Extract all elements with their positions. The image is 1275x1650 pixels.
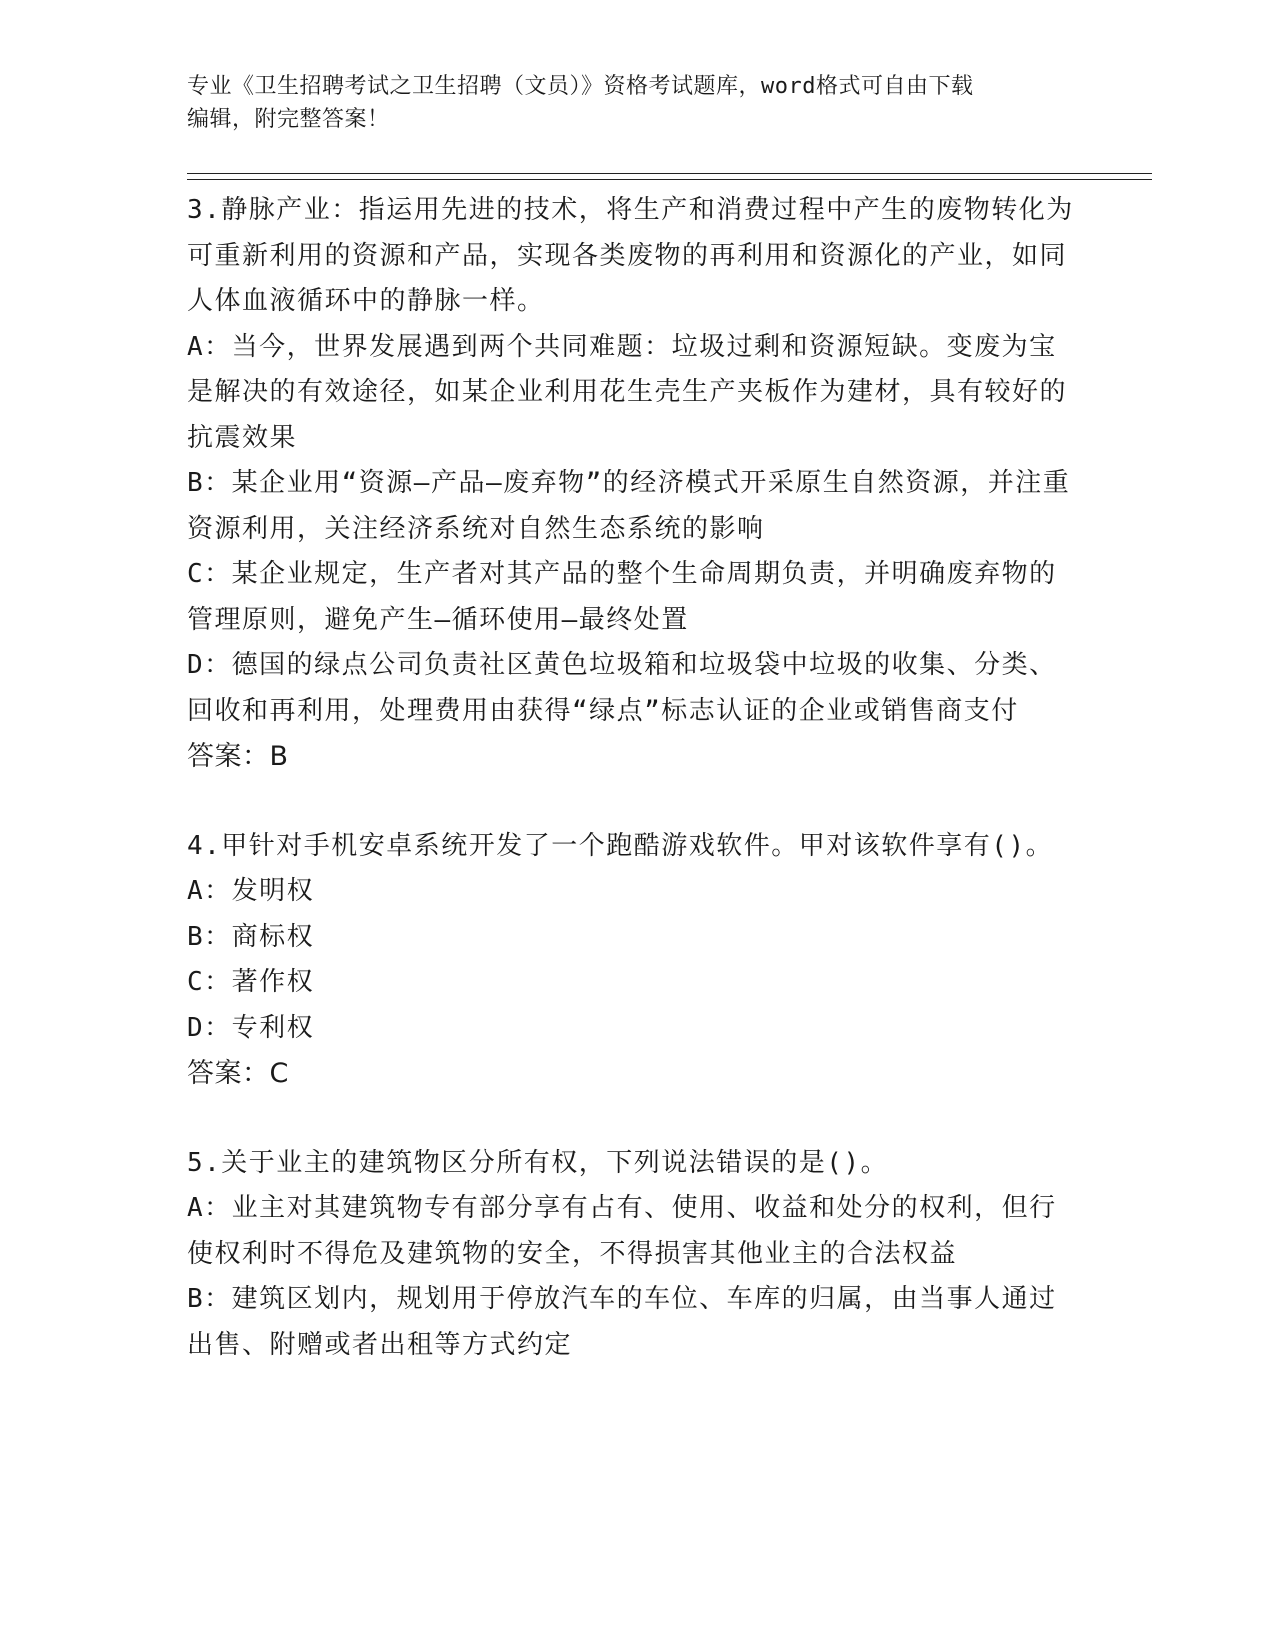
question-3 bbox=[187, 188, 1077, 780]
option-c: C：著作权 bbox=[187, 967, 315, 997]
question-stem: 5.关于业主的建筑物区分所有权，下列说法错误的是()。 bbox=[187, 1147, 889, 1178]
header-rule-top bbox=[187, 173, 1152, 174]
question-4 bbox=[187, 824, 1077, 1097]
option-a: A：业主对其建筑物专有部分享有占有、使用、收益和处分的权利，但行使权利时不得危及建筑物的安全，不得损害其他业主的合法权益 bbox=[187, 1193, 1057, 1269]
option-b: B：某企业用“资源—产品—废弃物”的经济模式开采原生自然资源，并注重资源利用，关注经济系统对自然生态系统的影响 bbox=[187, 468, 1071, 544]
header-line-1: 专业《卫生招聘考试之卫生招聘（文员）》资格考试题库，word格式可自由下载 bbox=[187, 74, 974, 99]
header-line-2: 编辑，附完整答案！ bbox=[187, 107, 390, 132]
option-b: B：商标权 bbox=[187, 921, 315, 952]
header-rule-bottom bbox=[187, 179, 1152, 180]
option-c: C：某企业规定，生产者对其产品的整个生命周期负责，并明确废弃物的管理原则，避免产生—循环使用—最终处置 bbox=[187, 559, 1057, 635]
question-5 bbox=[187, 1141, 1077, 1369]
option-d: D：专利权 bbox=[187, 1012, 315, 1043]
option-d: D：德国的绿点公司负责社区黄色垃圾箱和垃圾袋中垃圾的收集、分类、回收和再利用，处理费用由获得“绿点”标志认证的企业或销售商支付 bbox=[187, 650, 1057, 726]
option-a: A：当今，世界发展遇到两个共同难题：垃圾过剩和资源短缺。变废为宝是解决的有效途径，如某企业利用花生壳生产夹板作为建材，具有较好的抗震效果 bbox=[187, 331, 1068, 453]
answer-label: 答案：C bbox=[187, 1058, 289, 1089]
question-list bbox=[187, 188, 1077, 1368]
option-b: B：建筑区划内，规划用于停放汽车的车位、车库的归属，由当事人通过出售、附赠或者出租等方式约定 bbox=[187, 1284, 1057, 1360]
question-stem: 3.静脉产业：指运用先进的技术，将生产和消费过程中产生的废物转化为可重新利用的资源和产品，实现各类废物的再利用和资源化的产业，如同人体血液循环中的静脉一样。 bbox=[187, 195, 1074, 316]
question-stem: 4.甲针对手机安卓系统开发了一个跑酷游戏软件。甲对该软件享有()。 bbox=[187, 830, 1054, 861]
option-a: A：发明权 bbox=[187, 876, 315, 906]
answer-label: 答案：B bbox=[187, 741, 289, 772]
document-header bbox=[187, 70, 1067, 136]
